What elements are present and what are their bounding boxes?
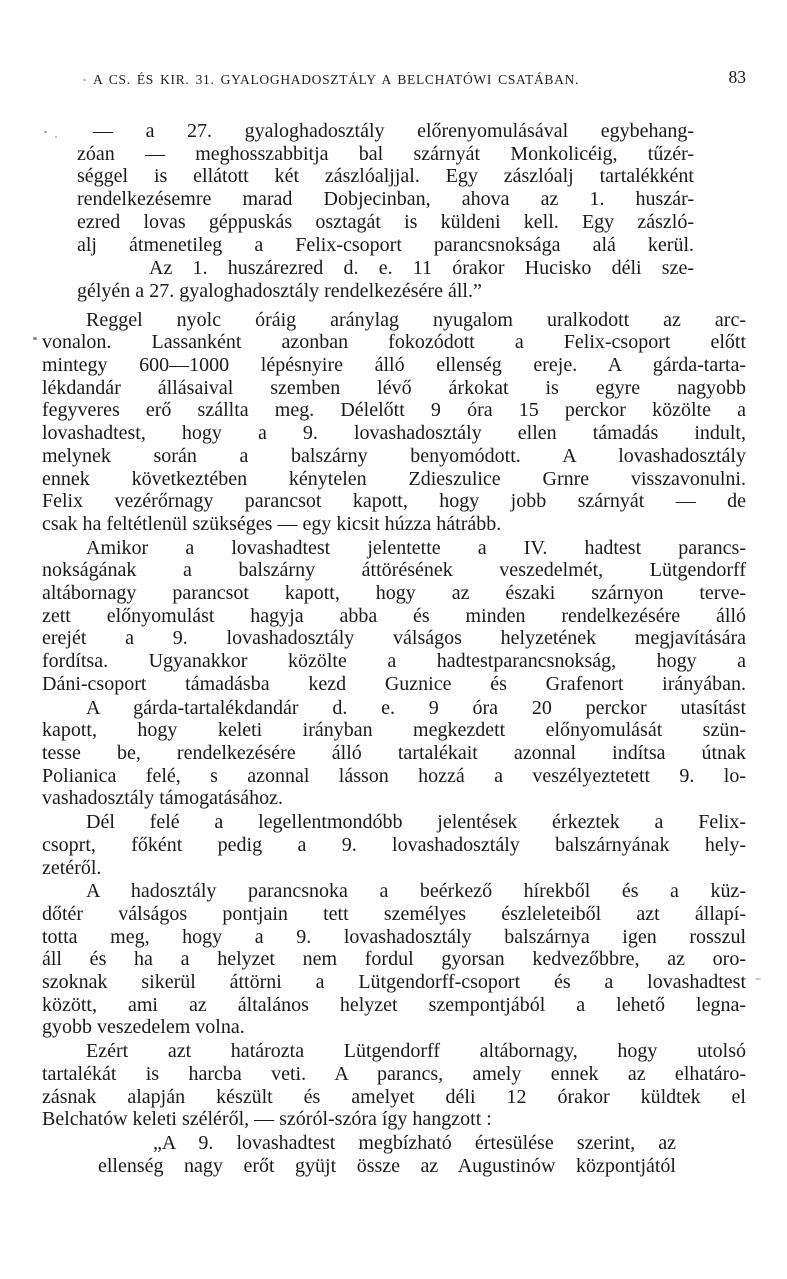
paragraph [42,697,746,811]
text-line: ellenség nagy erőt gyüjt össze az Augustinów központjától [98,1154,676,1177]
paragraph [77,257,694,302]
scan-speckle [83,79,86,81]
text-line: erejét a 9. lovashadosztály válságos helyzetének megjavítására [42,627,746,650]
text-line: rendelkezésemre marad Dobjecinban, ahova az 1. huszár- [77,188,694,211]
scan-speckle [55,136,57,138]
text-line: melynek során a balszárny benyomódott. A lovashadosztály [42,444,746,467]
text-line: zásnak alapján készült és amelyet déli 12 órakor küldtek el [42,1085,746,1108]
text-line: mintegy 600—1000 lépésnyire álló ellenség ereje. A gárda-tarta- [42,354,746,377]
text-line: altábornagy parancsot kapott, hogy az északi szárnyon terve- [42,582,746,605]
text-line: zetéről. [42,856,102,879]
text-line: lékdandár állásaival szemben lévő árkokat is egyre nagyobb [42,376,746,399]
text-line: totta meg, hogy a 9. lovashadosztály balszárnya igen rosszul [42,925,746,948]
paragraph [42,1040,746,1131]
text-line: Dáni-csoport támadásba kezd Guznice és Grafenort irányában. [42,672,746,695]
text-line: lovashadtest, hogy a 9. lovashadosztály ellen támadás indult, [42,422,746,445]
paragraph [98,1132,676,1177]
text-line: nokságának a balszárny áttörésének veszedelmét, Lütgendorff [42,559,746,582]
text-line: Az 1. huszárezred d. e. 11 órakor Hucisko déli sze- [149,257,694,280]
text-line: zett előnyomulást hagyja abba és minden rendelkezésére álló [42,604,746,627]
text-block [42,120,746,1177]
text-line: vashadosztály támogatásához. [42,787,284,810]
text-line: ezred lovas géppuskás osztagát is küldeni kell. Egy zászló- [77,210,694,233]
text-line: vonalon. Lassanként azonban fokozódott a Felix-csoport előtt [42,331,746,354]
scan-speckle [755,978,761,980]
paragraph [42,537,746,696]
text-line: gyobb veszedelem volna. [42,1016,245,1039]
text-line: Polianica felé, s azonnal lásson hozzá a veszélyeztetett 9. lo- [42,764,746,787]
text-line: fordítsa. Ugyanakkor közölte a hadtestparancsnokság, hogy a [42,650,746,673]
text-line: — a 27. gyaloghadosztály előrenyomulásával egybehang- [93,120,694,142]
text-line: Felix vezérőrnagy parancsot kapott, hogy jobb szárnyát — de [42,490,746,513]
text-line: fegyveres erő szállta meg. Délelőtt 9 óra 15 perckor közölte a [42,399,746,422]
text-line: Dél felé a legellentmondóbb jelentések érkeztek a Felix- [86,811,746,834]
text-line: Ezért azt határozta Lütgendorff altábornagy, hogy utolsó [86,1040,746,1063]
page-number: 83 [728,67,746,87]
text-line: csoprt, főként pedig a 9. lovashadosztály balszárnyának hely- [42,833,746,856]
scan-speckle [44,131,47,133]
text-line: alj átmenetileg a Felix-csoport parancsnoksága alá kerül. [77,233,694,256]
paragraph [42,811,746,879]
text-line: között, ami az általános helyzet szempontjából a lehető legna- [42,993,746,1016]
text-line: A gárda-tartalékdandár d. e. 9 óra 20 perckor utasítást [86,696,746,719]
text-line: Reggel nyolc óráig aránylag nyugalom uralkodott az arc- [86,308,746,331]
scan-speckle [33,337,37,340]
text-line: tartalékát is harcba veti. A parancs, amely ennek az elhatáro- [42,1062,746,1085]
text-line: dőtér válságos pontjain tett személyes észleleteiből azt állapí- [42,902,746,925]
text-line: kapott, hogy keleti irányban megkezdett előnyomulását szün- [42,719,746,742]
text-line: „A 9. lovashadtest megbízható értesülése szerint, az [153,1131,676,1154]
text-line: csak ha feltétlenül szükséges — egy kicsit húzza hátrább. [42,512,502,535]
text-line: Amikor a lovashadtest jelentette a IV. hadtest parancs- [86,536,746,559]
text-line: tesse be, rendelkezésére álló tartalékait azonnal indítsa útnak [42,741,746,764]
text-line: szoknak sikerül áttörni a Lütgendorff-csoport és a lovashadtest [42,971,746,994]
text-line: séggel is ellátott két zászlóaljjal. Egy zászlóalj tartalékként [77,165,694,188]
text-line: gélyén a 27. gyaloghadosztály rendelkezésére áll.” [77,279,482,302]
running-header: A CS. ÉS KIR. 31. GYALOGHADOSZTÁLY A BELCHATÓWI CSATÁBAN. [93,72,580,87]
text-line: A hadosztály parancsnoka a beérkező hírekből és a küz- [86,880,746,903]
text-line: ennek következtében kénytelen Zdieszulice Grnre visszavonulni. [42,467,746,490]
text-line: zóan — meghosszabbitja bal szárnyát Monkolicéig, tűzér- [77,142,694,165]
paragraph [77,120,694,256]
paragraph [42,309,746,536]
text-line: Belchatów keleti széléről, — szóról-szóra így hangzott : [42,1108,492,1131]
text-line: áll és ha a helyzet nem fordul gyorsan kedvezőbbre, az oro- [42,948,746,971]
paragraph [42,880,746,1039]
